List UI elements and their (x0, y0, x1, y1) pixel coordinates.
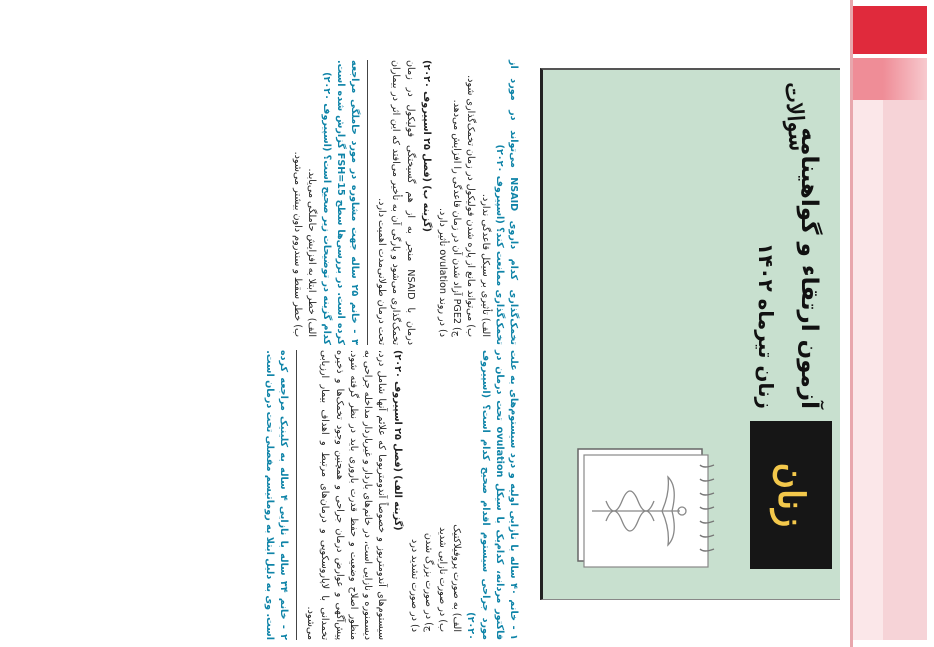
side-strip-body (883, 100, 927, 640)
divider-2 (367, 60, 368, 345)
q1-option-b: ب) در صورت نازایی شدید (436, 527, 448, 632)
question-1: ۱ - خانم ۴۰ ساله با نازایی اولیه و درد سیستوم‌های به علت فاکتور مردانه، کدام‌یک با سیکل ovulation تحت درمان در مورد جراحی سیستوم اقدام صحیح کدام است؟ (اسپیروف ۲۰۲۰) (465, 350, 519, 640)
banner-title: آزمون ارتقاء و گواهینامه (796, 127, 822, 409)
text-column-right (262, 350, 520, 640)
q2-explanation: درمان با NSAID منجر به از هم گسیختگی فولیکول در زمان تخمک‌گذاری می‌شود و پارگی آن به تأخیر می‌افتد که این اثر در بیماران تحت درمان طولانی‌مدت اهمیت دارد. (376, 60, 416, 345)
chapter-banner (540, 68, 840, 600)
logo-text: سوالات (779, 81, 811, 153)
text-column-left (290, 60, 520, 345)
q1-answer: (گزینه الف) (فصل ۲۵ اسپیروف ۲۰۲۰) (392, 350, 404, 531)
caduceus-notebook-icon (570, 435, 720, 575)
q2-option-d: د) در روند ovulation تأثیر دارد. (436, 207, 448, 337)
subject-label: زنان (770, 462, 812, 528)
q2-answer: (گزینه ب) (فصل ۲۵ اسپیروف ۲۰۲۰) (420, 60, 432, 232)
q3-option-a: الف) خطر ابتلا به افزایش حاملگی می‌یابد. (306, 168, 318, 337)
subject-tag (750, 421, 832, 569)
q2-option-c: ج) PGE2 آزاد شدن آن در زمان قاعدگی را افزایش می‌دهد. (451, 99, 463, 337)
q2-option-a: الف) تأثیری بر سیکل قاعدگی ندارد. (479, 193, 491, 337)
question-2: ۲ - خانم ۳۴ ساله با نازایی ۴ ساله به کلینیک مراجعه کرده است. وی به دلیل ابتلا به روماتیسم مفصلی تحت درمان است. (263, 350, 289, 640)
q1-option-d: د) در صورت تشدید درد (408, 538, 420, 632)
q1-option-c: ج) در صورت بزرگ شدن (422, 532, 434, 632)
side-tab-red (853, 6, 927, 54)
q1-explanation: سیستوم‌های آندومتریوز و خصوصاً آندومتریوما که علائم آنها شامل درد، دیسمنوره و نازایی است، در خانم‌های باردار و غیرباردار مداخله جراحی به منظور اصلاح وضعیت و حفظ قدرت باروری باید در نظر گرفته شود. پیش‌آگهی و عوارض درمان جراحی و همچنین وجود تخمک‌ها و ذخیره تخمدانی با لاپاروسکوپی و درمان‌های مرتبط و اهداف بیمار ارزیابی می‌شود. (305, 350, 388, 640)
side-strip-light (853, 100, 883, 640)
q3-option-b: ب) خطر سقط و سندروم داون بیشتر می‌شود. (292, 151, 304, 337)
divider (296, 350, 297, 640)
q1-option-a: الف) به صورت پروفیلاکتیک (451, 524, 463, 632)
q2-option-b: ب) می‌تواند مانع از پاره شدن فولیکول در زمان تخمک‌گذاری شود. (465, 75, 477, 337)
banner-subtitle: زنان تیرماه ۱۴۰۲ (754, 242, 778, 409)
side-tab-pink (853, 58, 927, 100)
question-3: ۳ - خانم ۲۵ ساله جهت مشاوره در مورد حاملگی مراجعه کرده است. در بررسی‌ها سطح FSH=15 گزارش شده است. کدام گزینه در توضیحات زیر صحیح است؟ (اسپیروف ۲۰۲۰) (320, 60, 360, 345)
question-2-cont: تخمک‌گذاری کدام داروی NSAID می‌تواند در مورد از تخمک‌گذاری ممانعت کند؟ (اسپیروف ۲۰۲۰) (493, 60, 519, 345)
